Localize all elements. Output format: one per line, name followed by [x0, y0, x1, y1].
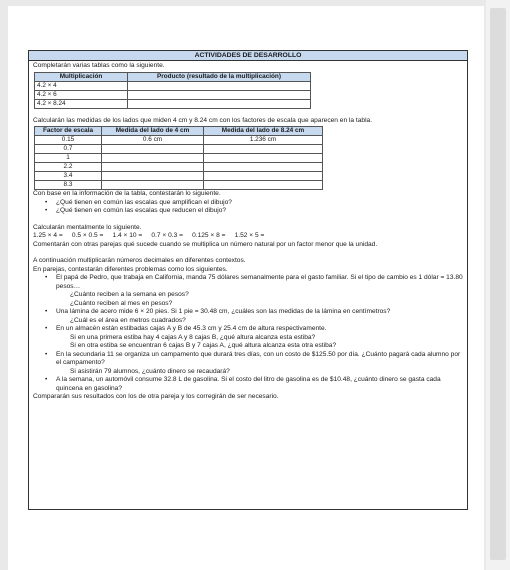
table2-cell: 1.236 cm: [204, 136, 323, 145]
table1-cell: [128, 99, 311, 108]
problem-subquestion: ¿Cuál es el área en metros cuadrados?: [70, 316, 186, 324]
problem-subquestion: Si en una primera estiba hay 4 cajas A y 8 cajas B, ¿qué altura alcanza esta estiba?: [70, 333, 316, 341]
table2-header: Factor de escala: [35, 127, 102, 136]
questions-list: [33, 199, 463, 216]
problems-list: [33, 376, 463, 393]
continue-text: A continuación multiplicarán números decimales en diferentes contextos.: [33, 257, 246, 264]
mental-intro: Calcularán mentalmente lo siguiente.: [33, 223, 142, 231]
table2-cell: [204, 154, 323, 163]
table2-cell: 2.2: [35, 163, 102, 172]
table2-cell: [102, 163, 204, 172]
problem-subquestion: ¿Cuánto reciben a la semana en pesos?: [70, 291, 189, 298]
question-item: • ¿Qué tienen en común las escalas que amplifican el dibujo?: [47, 199, 463, 208]
problem-subquestion: Si asistirán 79 alumnos, ¿cuánto dinero se recaudará?: [70, 367, 230, 375]
scale-table: [34, 126, 323, 190]
table2-cell: [102, 172, 204, 181]
problem-subquestion: ¿Cuánto reciben al mes en pesos?: [70, 299, 173, 307]
vertical-scrollbar[interactable]: [486, 0, 510, 570]
table2-cell: [204, 145, 323, 154]
table2-cell: 0.15: [35, 136, 102, 145]
problems-list: [33, 274, 463, 291]
problem-item: • En un almacén están estibadas cajas A y B de 45.3 cm y 25.4 cm de altura respectivamente.: [47, 325, 463, 334]
table1-cell: 4.2 × 4: [35, 81, 128, 90]
table2-header: Medida del lado de 8.24 cm: [204, 127, 323, 136]
problem-subquestion: Si en otra estiba se encuentran 6 cajas B y 7 cajas A, ¿qué altura alcanza esta otra estiba?: [70, 342, 337, 349]
problem-item: • El papá de Pedro, que trabaja en California, manda 75 dólares semanalmente para el gasto familiar. Si el tipo de cambio es 1 dólar = 13.80 pesos…: [47, 274, 463, 291]
table2-cell: [102, 145, 204, 154]
problem-item: • A la semana, un automóvil consume 32.8 L de gasolina. Si el costo del litro de gasolina es de $10.48, ¿cuánto dinero se gasta cada quincena en gasolina?: [47, 376, 463, 393]
closing-text: Compararán sus resultados con los de otra pareja y los corregirán de ser necesario.: [33, 393, 279, 400]
section-title: ACTIVIDADES DE DESARROLLO: [29, 51, 467, 61]
table2-cell: [204, 181, 323, 190]
problems-list: [33, 308, 463, 317]
table2-cell: [102, 181, 204, 190]
table2-cell: [102, 154, 204, 163]
table2-cell: 8.3: [35, 181, 102, 190]
scrollbar-thumb[interactable]: [490, 8, 506, 560]
table1-cell: [128, 90, 311, 99]
problems-list: [33, 325, 463, 334]
document-page: [8, 6, 484, 570]
table1-cell: [128, 81, 311, 90]
multiplication-table: [34, 72, 311, 109]
table2-header: Medida del lado de 4 cm: [102, 127, 204, 136]
table1-header: Producto (resultado de la multiplicación): [128, 72, 311, 81]
table1-header: Multiplicación: [35, 72, 128, 81]
pairs-text: En parejas, contestarán diferentes problemas como los siguientes.: [33, 265, 228, 273]
table2-cell: [204, 163, 323, 172]
activities-content: [29, 61, 467, 402]
table2-cell: 1: [35, 154, 102, 163]
comment-text: Comentarán con otras parejas qué sucede cuando se multiplica un número natural por un factor menor que la unidad.: [33, 240, 378, 248]
table2-cell: 3.4: [35, 172, 102, 181]
intro-text-1: Completarán varias tablas como la siguiente.: [33, 62, 165, 69]
table1-cell: 4.2 × 6: [35, 90, 128, 99]
problem-item: • En la secundaria 11 se organiza un campamento que durará tres días, con un costo de $125.50 por día. ¿Cuánto pagará cada alumno por el campamento?: [47, 351, 463, 368]
mental-operations: 1.25 × 4 = 0.5 × 0.5 = 1.4 × 10 = 0.7 × 0.3 = 0.125 × 8 = 1.52 × 5 =: [33, 232, 265, 239]
intro-text-2: Calcularán las medidas de los lados que miden 4 cm y 8.24 cm con los factores de escala que aparecen en la tabla.: [33, 116, 373, 124]
question-item: • ¿Qué tienen en común las escalas que reducen el dibujo?: [47, 207, 463, 216]
table2-cell: 0.7: [35, 145, 102, 154]
problems-list: [33, 351, 463, 368]
problem-item: • Una lámina de acero mide 6 × 20 pies. Si 1 pie = 30.48 cm, ¿cuáles son las medidas de la lámina en centímetros?: [47, 308, 463, 317]
table2-cell: 0.6 cm: [102, 136, 204, 145]
table1-cell: 4.2 × 8.24: [35, 99, 128, 108]
activities-box: [28, 50, 468, 510]
table2-cell: [204, 172, 323, 181]
base-text: Con base en la información de la tabla, contestarán lo siguiente.: [33, 190, 221, 197]
